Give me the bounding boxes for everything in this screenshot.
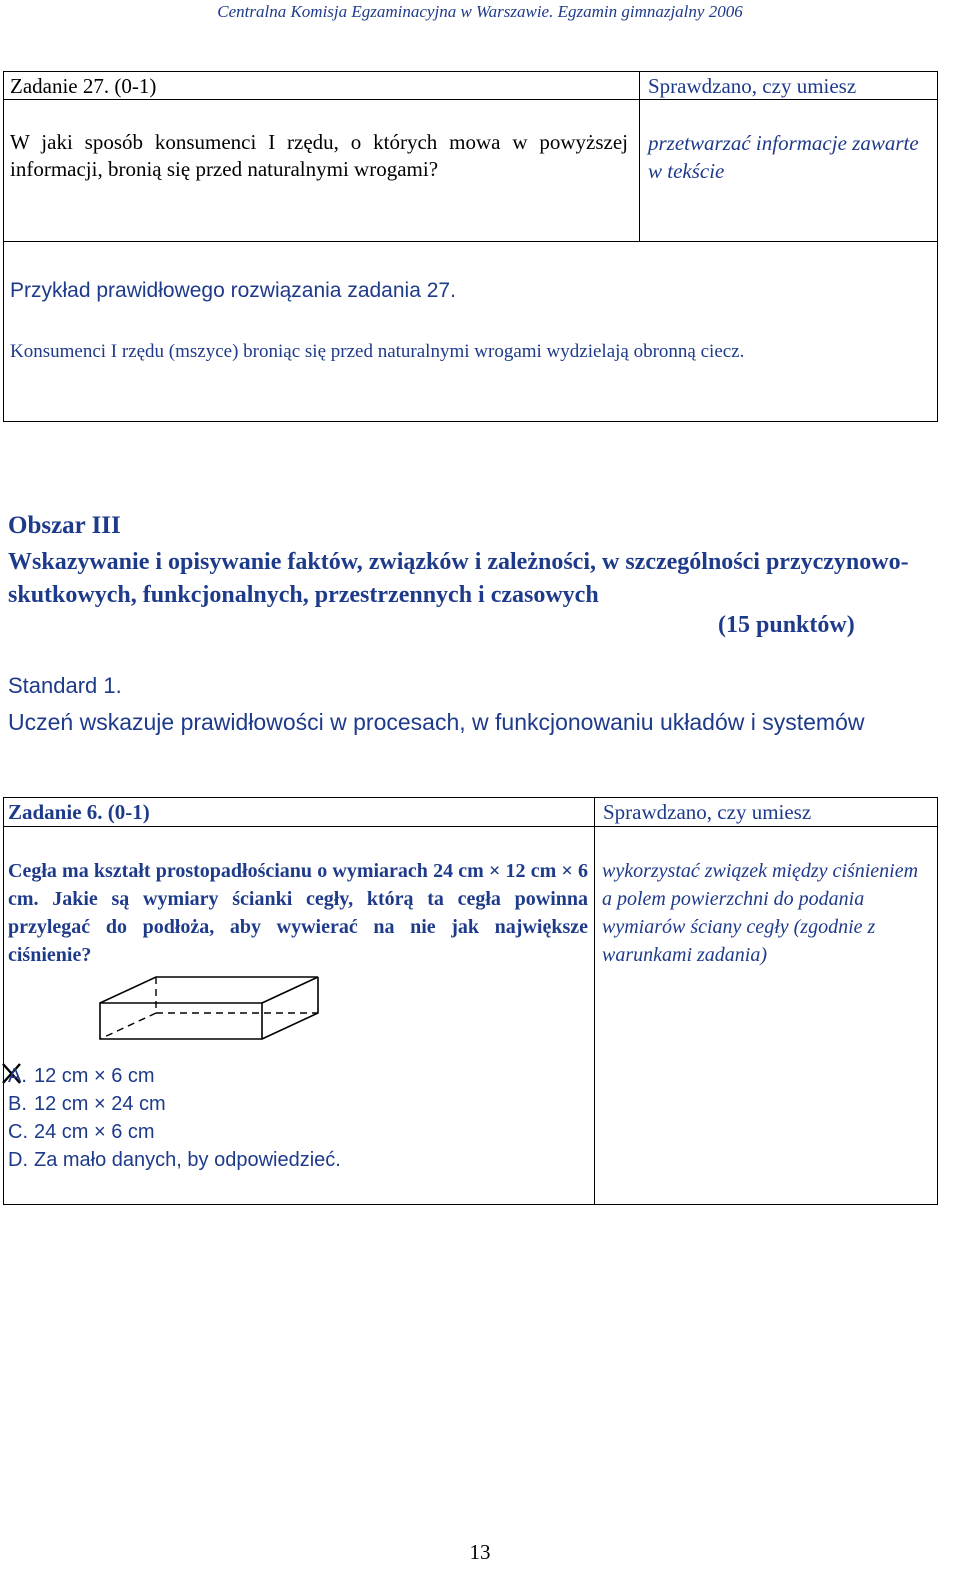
standard-title: Standard 1. — [8, 673, 122, 698]
task6-question: Cegła ma kształt prostopadłościanu o wymiarach 24 cm × 12 cm × 6 cm. Jakie są wymiary ścianki cegły, którą ta cegła powinna przylegać do podłoża, aby wywierać na nie jak największe ciśnienie? — [8, 860, 588, 966]
answer-letter: C. — [8, 1121, 28, 1143]
table-divider — [639, 72, 640, 241]
example-title: Przykład prawidłowego rozwiązania zadania 27. — [10, 279, 456, 302]
area-points: (15 punktów) — [718, 612, 855, 638]
answer-option — [8, 1090, 341, 1118]
task6-title: Zadanie 6. (0-1) — [8, 800, 150, 824]
table-divider — [594, 798, 595, 1204]
brick-top-face — [100, 977, 318, 1003]
answer-text: Za mało danych, by odpowiedzieć. — [34, 1149, 341, 1171]
answer-letter: A. — [8, 1065, 27, 1087]
answer-option — [8, 1062, 341, 1090]
standard-description: Uczeń wskazuje prawidłowości w procesach, w funkcjonowaniu układów i systemów — [8, 709, 865, 735]
answer-letter: B. — [8, 1093, 27, 1115]
brick-diagram — [90, 975, 330, 1047]
task27-question: W jaki sposób konsumenci I rzędu, o których mowa w powyższej informacji, bronią się przed naturalnymi wrogami? — [10, 130, 628, 181]
task27-skill: przetwarzać informacje zawarte w tekście — [648, 131, 919, 183]
running-header: Centralna Komisja Egzaminacyjna w Warszawie. Egzamin gimnazjalny 2006 — [217, 2, 743, 21]
answer-letter: D. — [8, 1149, 28, 1171]
brick-hidden-edges — [100, 977, 318, 1039]
example-text: Konsumenci I rzędu (mszyce) broniąc się przed naturalnymi wrogami wydzielają obronną ciecz. — [10, 341, 745, 362]
task6-check-heading: Sprawdzano, czy umiesz — [603, 800, 812, 824]
page-number: 13 — [469, 1540, 491, 1564]
answer-option — [8, 1146, 341, 1174]
area-title: Obszar III — [8, 512, 121, 539]
answer-list — [8, 1062, 341, 1174]
brick-front-face — [100, 1003, 262, 1039]
table-divider — [4, 826, 937, 827]
answer-text: 24 cm × 6 cm — [34, 1121, 155, 1143]
area-description: Wskazywanie i opisywanie faktów, związków i zależności, w szczególności przyczynowo-skutkowych, funkcjonalnych, przestrzennych i czasowych — [8, 549, 909, 608]
answer-text: 12 cm × 6 cm — [34, 1065, 155, 1087]
answer-option — [8, 1118, 341, 1146]
example-box — [3, 241, 938, 422]
brick-side-face — [262, 977, 318, 1039]
task27-title: Zadanie 27. (0-1) — [10, 74, 157, 98]
task6-skill: wykorzystać związek między ciśnieniem a polem powierzchni do podania wymiarów ściany cegły (zgodnie z warunkami zadania) — [602, 860, 919, 966]
answer-text: 12 cm × 24 cm — [34, 1093, 166, 1115]
task27-check-heading: Sprawdzano, czy umiesz — [648, 74, 857, 98]
